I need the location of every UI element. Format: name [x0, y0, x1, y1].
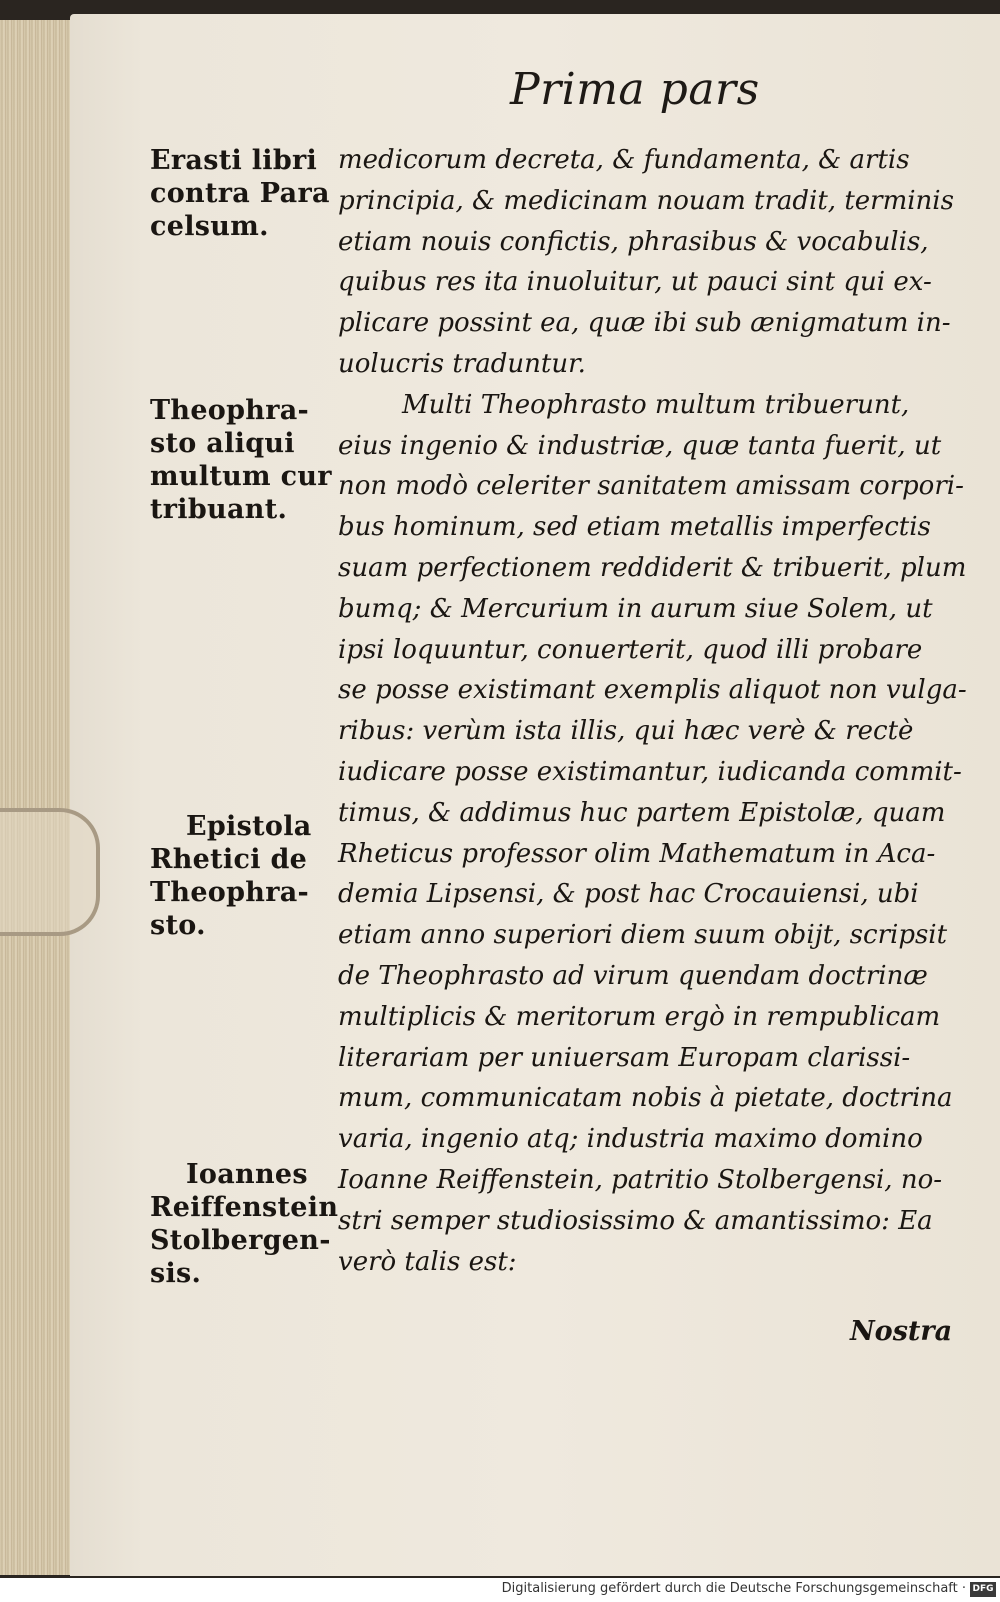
- margin-note-line: sto.: [150, 910, 206, 941]
- margin-note-line: Theophra-: [150, 395, 310, 426]
- body-line: literariam per uniuersam Europam clarissi-: [338, 1042, 911, 1073]
- body-line: suam perfectionem reddiderit & tribuerit, plum: [338, 552, 967, 583]
- margin-note-line: celsum.: [150, 211, 269, 242]
- margin-note-line: Rhetici de: [150, 844, 308, 875]
- body-line: ipsi loquuntur, conuerterit, quod illi probare: [338, 634, 923, 665]
- book-page: [70, 14, 1000, 1576]
- body-line: medicorum decreta, & fundamenta, & artis: [338, 145, 910, 175]
- body-line: demia Lipsensi, & post hac Crocauiensi, ubi: [338, 879, 919, 910]
- margin-note-line: sis.: [150, 1258, 202, 1289]
- body-line: verò talis est:: [338, 1246, 517, 1277]
- margin-note-line: tribuant.: [150, 494, 288, 525]
- body-line: mum, communicatam nobis à pietate, doctrina: [338, 1083, 953, 1114]
- margin-note-line: contra Para: [150, 178, 330, 209]
- body-line: etiam nouis confictis, phrasibus & vocabulis,: [338, 226, 929, 257]
- body-line: eius ingenio & industriæ, quæ tanta fuerit, ut: [338, 430, 942, 461]
- margin-note-line: Ioannes: [186, 1159, 308, 1190]
- body-line: plicare possint ea, quæ ibi sub ænigmatum in-: [338, 308, 951, 339]
- body-line: principia, & medicinam nouam tradit, terminis: [338, 185, 954, 216]
- margin-note-line: Reiffenstein: [150, 1192, 339, 1223]
- book-page-edges: [0, 20, 72, 1575]
- body-line: stri semper studiosissimo & amantissimo: Ea: [338, 1205, 933, 1236]
- margin-note-ioannes: [150, 1158, 338, 1290]
- margin-note-line: sto aliqui: [150, 428, 295, 459]
- body-line: de Theophrasto ad virum quendam doctrinæ: [338, 960, 928, 991]
- running-title: Prima pars: [510, 64, 760, 115]
- body-line: varia, ingenio atq; industria maximo domino: [338, 1124, 923, 1155]
- margin-note-epistola: [150, 810, 338, 942]
- body-line: iudicare posse existimantur, iudicanda commit-: [338, 756, 962, 787]
- body-line: Ioanne Reiffenstein, patritio Stolbergensi, no-: [338, 1164, 943, 1195]
- body-line: bus hominum, sed etiam metallis imperfectis: [338, 512, 931, 543]
- body-line: Rheticus professor olim Mathematum in Aca-: [338, 838, 936, 869]
- margin-note-line: Erasti libri: [150, 145, 318, 176]
- margin-note-line: multum cur: [150, 461, 332, 492]
- body-line: Multi Theophrasto multum tribuerunt,: [402, 389, 910, 420]
- book-clasp: [0, 808, 100, 936]
- catchword: Nostra: [850, 1316, 953, 1347]
- margin-note-line: Stolbergen-: [150, 1225, 331, 1256]
- body-line: etiam anno superiori diem suum obijt, scripsit: [338, 920, 948, 951]
- body-line: non modò celeriter sanitatem amissam corpori-: [338, 471, 964, 502]
- body-line: timus, & addimus huc partem Epistolæ, quam: [338, 797, 946, 828]
- margin-note-line: Epistola: [186, 811, 312, 842]
- margin-note-theophrasto: [150, 394, 338, 526]
- body-line: multiplicis & meritorum ergò in rempublicam: [338, 1001, 941, 1032]
- body-line: se posse existimant exemplis aliquot non vulga-: [338, 675, 967, 706]
- body-line: quibus res ita inuoluitur, ut pauci sint qui ex-: [338, 267, 932, 298]
- dfg-logo: DFG: [970, 1582, 996, 1597]
- body-line: ribus: verùm ista illis, qui hæc verè & rectè: [338, 716, 914, 747]
- margin-note-erasti: [150, 144, 338, 243]
- digitization-credit: Digitalisierung gefördert durch die Deutsche Forschungsgemeinschaft ·: [501, 1581, 966, 1596]
- body-text: [338, 140, 967, 1282]
- margin-note-line: Theophra-: [150, 877, 310, 908]
- body-line: bumq; & Mercurium in aurum siue Solem, ut: [338, 593, 933, 624]
- body-line: uolucris traduntur.: [338, 348, 586, 379]
- footer-bar: [0, 1578, 1000, 1602]
